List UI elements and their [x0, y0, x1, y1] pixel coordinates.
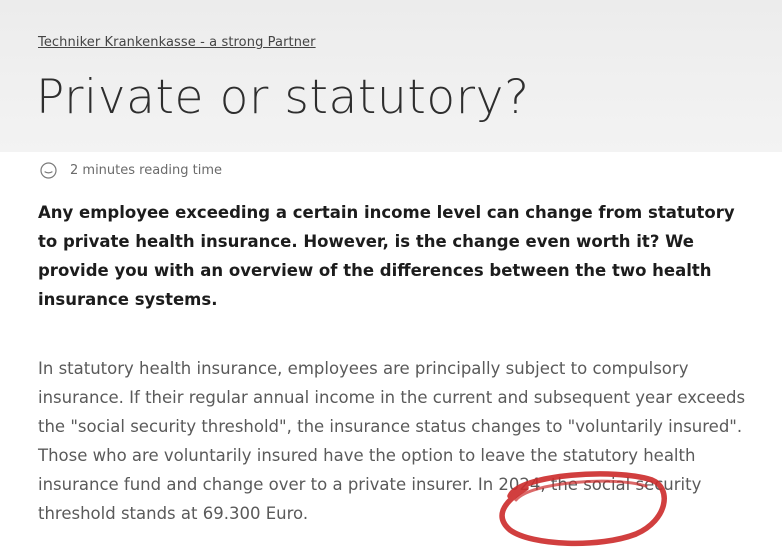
- page-title: Private or statutory?: [36, 70, 530, 125]
- intro-paragraph: Any employee exceeding a certain income level can change from statutory to private health insurance. However, is the change even worth it? We provide you with an overview of the differences between the two health insurance systems.: [38, 203, 735, 309]
- breadcrumb-link[interactable]: Techniker Krankenkasse - a strong Partner: [38, 35, 316, 50]
- body-paragraph: In statutory health insurance, employees are principally subject to compulsory insurance. If their regular annual income in the current and subsequent year exceeds the "social security threshold", the insurance status changes to "voluntarily insured". Those who are voluntarily insured have the option to leave the statutory health insurance fund and change over to a private insurer. In 2024, the social security threshold stands at 69.300 Euro.: [38, 359, 746, 523]
- reading-time: [40, 162, 222, 179]
- clock-icon: [40, 162, 57, 179]
- reading-time-label: 2 minutes reading time: [70, 163, 223, 178]
